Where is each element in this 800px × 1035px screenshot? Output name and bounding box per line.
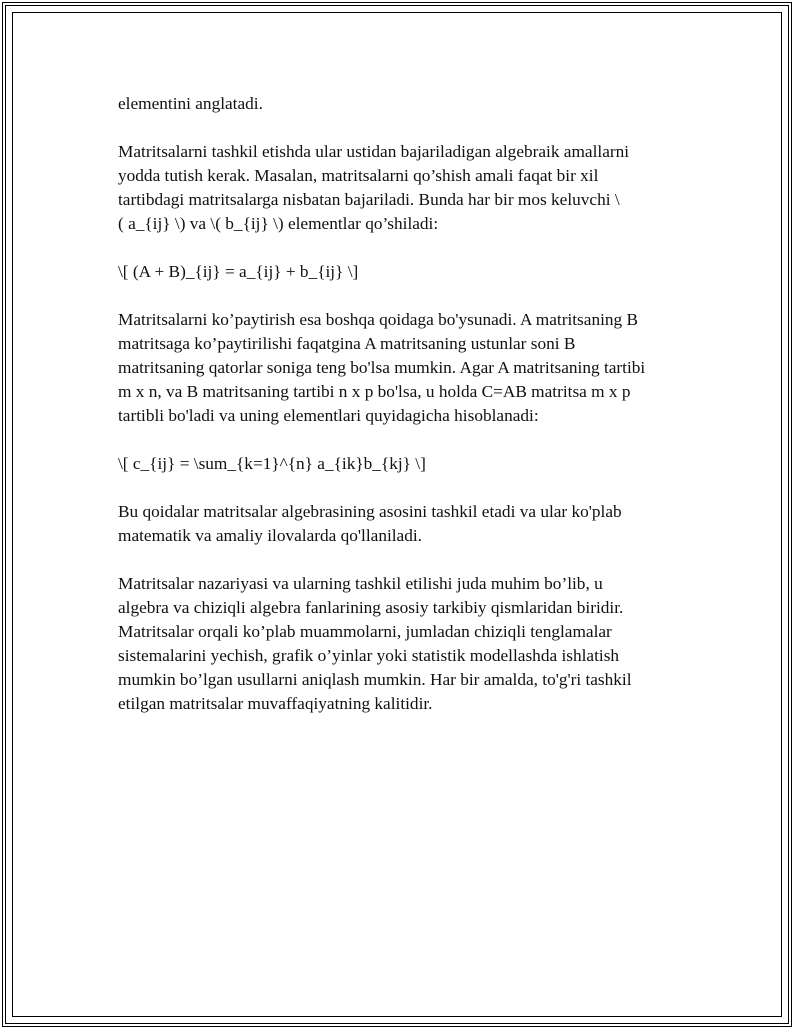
paragraph-intro: elementini anglatadi. — [118, 94, 263, 113]
document-body — [118, 92, 688, 740]
formula-multiplication: \[ c_{ij} = \sum_{k=1}^{n} a_{ik}b_{kj} \] — [118, 454, 426, 473]
formula-addition: \[ (A + B)_{ij} = a_{ij} + b_{ij} \] — [118, 262, 359, 281]
paragraph-matrix-addition: Matritsalarni tashkil etishda ular ustidan bajariladigan algebraik amallarni yodda tutish kerak. Masalan, matritsalarni qo’shish amali faqat bir xil tartibdagi matritsalarga nisbatan bajariladi. Bunda har bir mos keluvchi \ ( a_{ij} \) va \( b_{ij} \) elementlar qo’shiladi: — [118, 142, 630, 233]
paragraph-matrix-multiplication: Matritsalarni ko’paytirish esa boshqa qoidaga bo'ysunadi. A matritsaning B matritsaga ko’paytirilishi faqatgina A matritsaning ustunlar soni B matritsaning qatorlar soniga teng bo'lsa mumkin. Agar A matritsaning tartibi m x n, va B matritsaning tartibi n x p bo'lsa, u holda C=AB matritsa m x p tartibli bo'ladi va uning elementlari quyidagicha hisoblanadi: — [118, 310, 646, 425]
paragraph-conclusion: Matritsalar nazariyasi va ularning tashkil etilishi juda muhim bo’lib, u algebra va chiziqli algebra fanlarining asosiy tarkibiy qismlaridan biridir. Matritsalar orqali ko’plab muammolarni, jumladan chiziqli tenglamalar sistemalarini yechish, grafik o’yinlar yoki statistik modellashda ishlatish mumkin bo’lgan usullarni aniqlash mumkin. Har bir amalda, to'g'ri tashkil etilgan matritsalar muvaffaqiyatning kalitidir. — [118, 574, 632, 713]
paragraph-rules: Bu qoidalar matritsalar algebrasining asosini tashkil etadi va ular ko'plab matematik va amaliy ilovalarda qo'llaniladi. — [118, 502, 622, 545]
